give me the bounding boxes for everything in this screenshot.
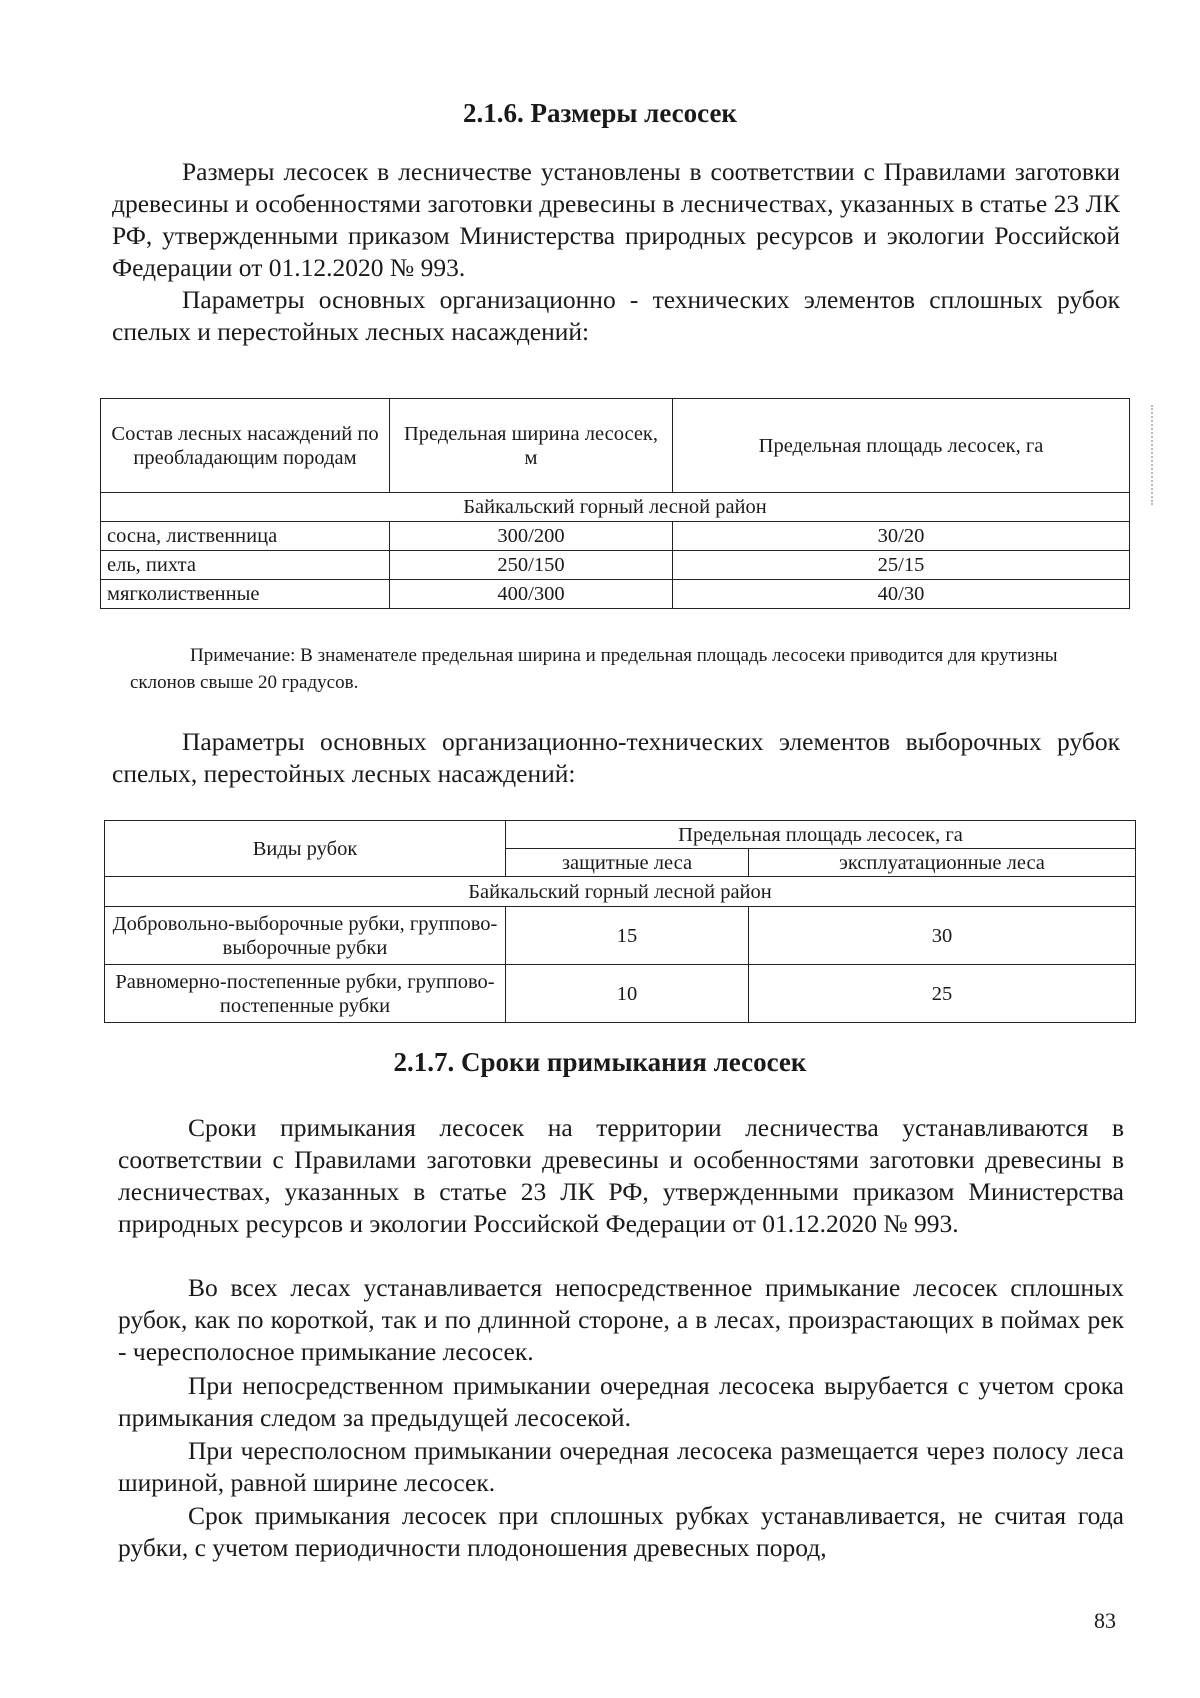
- table1-species-cell: сосна, лиственница: [101, 522, 390, 551]
- table1-width-cell: 250/150: [390, 551, 673, 580]
- table2-subheader-protective: защитные леса: [506, 849, 749, 877]
- table1-note: Примечание: В знаменателе предельная ширина и предельная площадь лесосеки приводится для крутизны склонов свыше 20 градусов.: [130, 645, 1058, 693]
- table1-width-cell: 400/300: [390, 580, 673, 609]
- table1-area-cell: 30/20: [673, 522, 1130, 551]
- table-row: [105, 965, 1136, 1023]
- table1-header-width: Предельная ширина лесосек, м: [390, 399, 673, 493]
- table2-exploit-cell: 25: [749, 965, 1136, 1023]
- table1-species-cell: ель, пихта: [101, 551, 390, 580]
- table1-header-species: Состав лесных насаждений по преобладающим породам: [101, 399, 390, 493]
- table2-protective-cell: 15: [506, 907, 749, 965]
- section-216-title: 2.1.6. Размеры лесосек: [463, 98, 737, 128]
- table-row: [101, 580, 1130, 609]
- table-row: [101, 551, 1130, 580]
- section-216-para-2: Параметры основных организационно - технических элементов сплошных рубок спелых и перестойных лесных насаждений:: [112, 285, 1120, 346]
- table-row: [105, 907, 1136, 965]
- table2-region-row: Байкальский горный лесной район: [105, 877, 1136, 907]
- selective-cutting-table: [104, 820, 1136, 1023]
- table2-type-cell: Равномерно-постепенные рубки, группово-постепенные рубки: [105, 965, 506, 1023]
- table1-area-cell: 40/30: [673, 580, 1130, 609]
- table2-subheader-exploit: эксплуатационные леса: [749, 849, 1136, 877]
- section-216-para-1: Размеры лесосек в лесничестве установлены в соответствии с Правилами заготовки древесины и особенностями заготовки древесины в лесничествах, указанных в статье 23 ЛК РФ, утвержденными приказом Министерства природных ресурсов и экологии Российской Федерации от 01.12.2020 № 993.: [112, 157, 1120, 282]
- section-217-para-2: Во всех лесах устанавливается непосредственное примыкание лесосек сплошных рубок, как по короткой, так и по длинной стороне, а в лесах, произрастающих в поймах рек - чересполосное примыкание лесосек.: [118, 1273, 1124, 1366]
- section-217-para-1: Сроки примыкания лесосек на территории лесничества устанавливаются в соответствии с Правилами заготовки древесины и особенностями заготовки древесины в лесничествах, указанных в статье 23 ЛК РФ, утвержденными приказом Министерства природных ресурсов и экологии Российской Федерации от 01.12.2020 № 993.: [118, 1113, 1124, 1238]
- table-row: [101, 522, 1130, 551]
- table2-exploit-cell: 30: [749, 907, 1136, 965]
- scan-edge-mark: [1151, 405, 1157, 505]
- table1-header-area: Предельная площадь лесосек, га: [673, 399, 1130, 493]
- table1-species-cell: мягколиственные: [101, 580, 390, 609]
- table1-region-row: Байкальский горный лесной район: [101, 493, 1130, 522]
- clearcut-parameters-table: [100, 398, 1130, 609]
- section-217-para-4: При чересполосном примыкании очередная лесосека размещается через полосу леса шириной, равной ширине лесосек.: [118, 1436, 1124, 1497]
- table2-protective-cell: 10: [506, 965, 749, 1023]
- table2-type-cell: Добровольно-выборочные рубки, группово-выборочные рубки: [105, 907, 506, 965]
- table1-area-cell: 25/15: [673, 551, 1130, 580]
- section-216-para-3: Параметры основных организационно-технических элементов выборочных рубок спелых, перестойных лесных насаждений:: [112, 727, 1120, 788]
- table1-width-cell: 300/200: [390, 522, 673, 551]
- section-217-para-5: Срок примыкания лесосек при сплошных рубках устанавливается, не считая года рубки, с учетом периодичности плодоношения древесных пород,: [118, 1501, 1124, 1562]
- section-217-para-3: При непосредственном примыкании очередная лесосека вырубается с учетом срока примыкания следом за предыдущей лесосекой.: [118, 1371, 1124, 1432]
- section-217-title: 2.1.7. Сроки примыкания лесосек: [393, 1047, 807, 1077]
- table2-header-area: Предельная площадь лесосек, га: [506, 821, 1136, 849]
- page-number: 83: [1094, 1608, 1116, 1633]
- table2-header-type: Виды рубок: [105, 821, 506, 877]
